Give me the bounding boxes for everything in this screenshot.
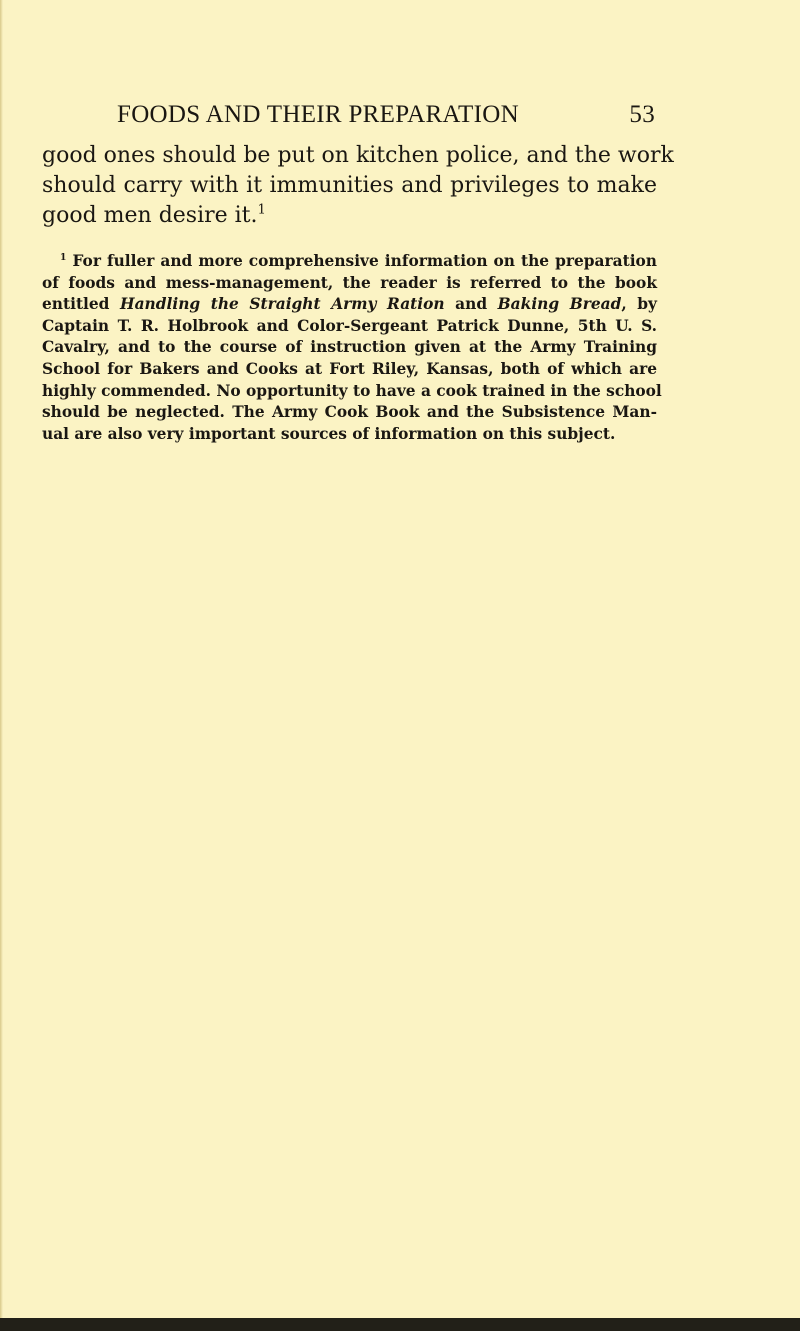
footnote-line: should be neglected. The Army Cook Book and the Subsistence Man- xyxy=(42,403,657,422)
footnote-reference: 1 xyxy=(257,202,266,218)
page-edge-shadow xyxy=(0,0,3,1331)
footnote-text: For fuller and more comprehensive information on the preparation xyxy=(72,252,657,270)
bottom-scan-border xyxy=(0,1318,800,1331)
footnote-line-last: ual are also very important sources of information on this subject. xyxy=(42,424,616,443)
footnote-line: of foods and mess-management, the reader is referred to the book xyxy=(42,273,657,292)
body-paragraph xyxy=(42,141,674,231)
body-line-last xyxy=(42,201,657,231)
footnote-line: Captain T. R. Holbrook and Color-Sergeant Patrick Dunne, 5th U. S. xyxy=(42,316,657,335)
footnote-line xyxy=(42,251,657,273)
footnote-text: , by xyxy=(621,295,657,314)
book-title: Handling the Straight Army Ration xyxy=(120,295,445,314)
footnote-line: highly commended. No opportunity to have a cook trained in the school xyxy=(42,381,662,400)
footnote xyxy=(42,251,662,445)
body-line: should carry with it immunities and privileges to make xyxy=(42,173,657,198)
footnote-text: and xyxy=(444,295,498,314)
footnote-line: School for Bakers and Cooks at Fort Riley, Kansas, both of which are xyxy=(42,359,657,378)
running-head xyxy=(117,98,655,132)
page-number: 53 xyxy=(629,101,655,128)
footnote-text: entitled xyxy=(42,295,121,314)
body-line-text: good men desire it. xyxy=(42,203,258,228)
body-line: good ones should be put on kitchen police, and the work xyxy=(42,143,674,168)
footnote-line xyxy=(42,294,657,316)
footnote-line: Cavalry, and to the course of instruction given at the Army Training xyxy=(42,338,657,357)
running-head-title: FOODS AND THEIR PREPARATION xyxy=(117,101,519,128)
book-title: Baking Bread xyxy=(497,295,622,314)
footnote-marker: 1 xyxy=(60,251,67,263)
